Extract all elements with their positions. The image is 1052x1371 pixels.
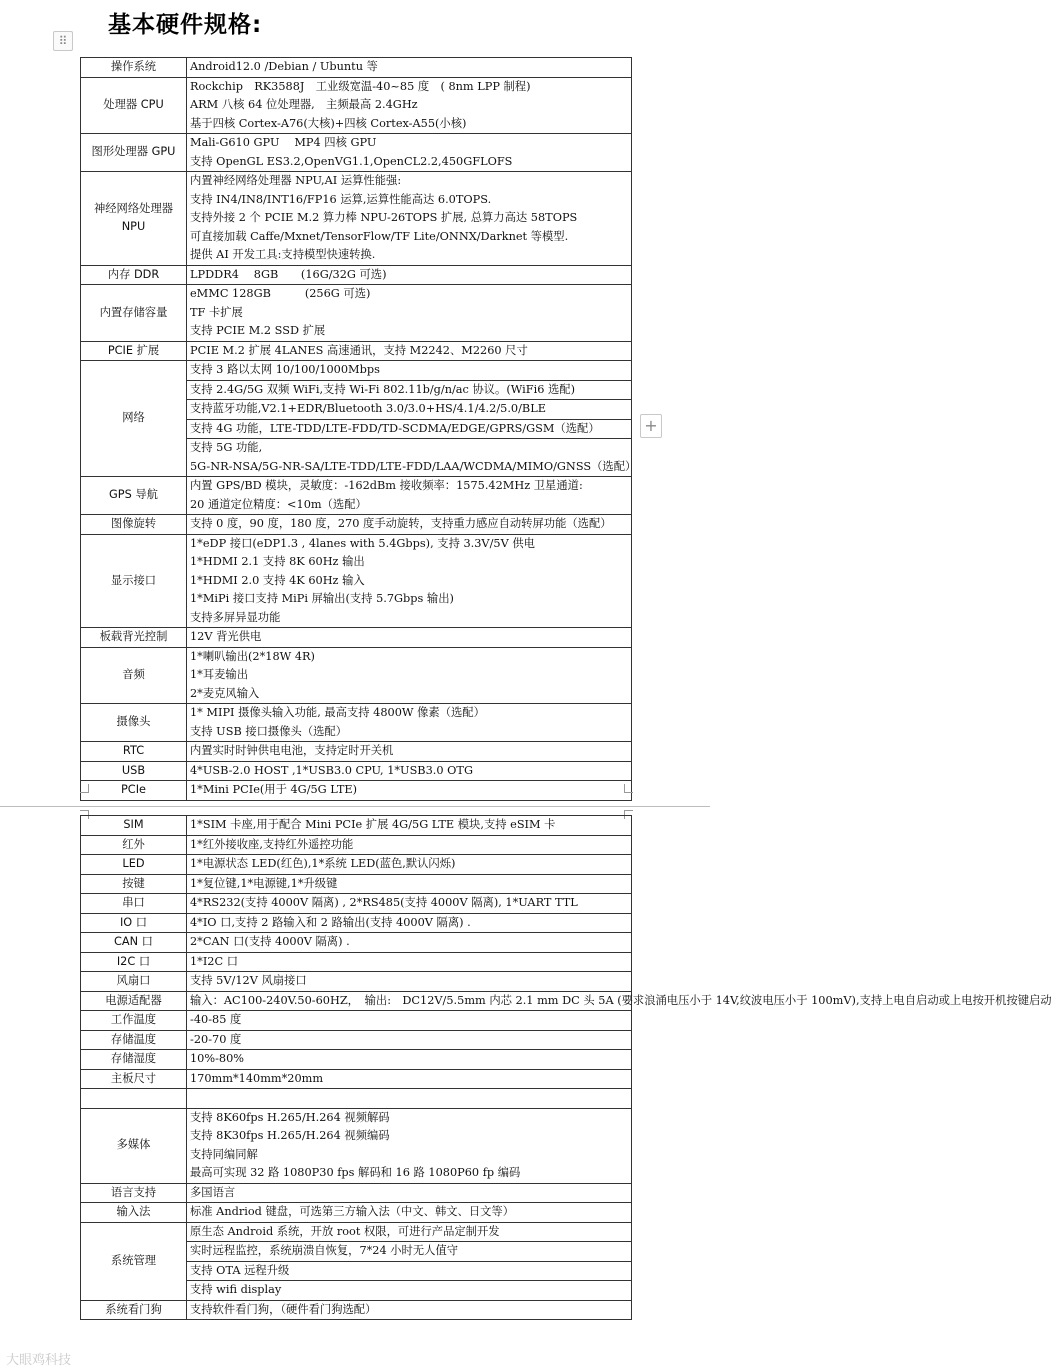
spec-value xyxy=(187,341,632,361)
spec-value xyxy=(187,628,632,648)
spec-value-line: 支持 8K30fps H.265/H.264 视频编码 xyxy=(190,1129,390,1142)
spec-value-line: 12V 背光供电 xyxy=(190,630,262,643)
spec-value xyxy=(187,1300,632,1320)
spec-label: GPS 导航 xyxy=(81,477,187,515)
spec-value-line: 内置实时时钟供电电池，支持定时开关机 xyxy=(190,744,394,757)
table-row xyxy=(81,1300,632,1320)
spec-value-line xyxy=(190,1089,628,1108)
spec-value-line: 支持 0 度，90 度，180 度，270 度手动旋转，支持重力感应自动转屏功能（选配） xyxy=(190,517,612,530)
spec-value xyxy=(187,265,632,285)
spec-value-line: 可直接加载 Caffe/Mxnet/TensorFlow/TF Lite/ONNX/Darknet 等模型. xyxy=(190,229,569,243)
spec-value xyxy=(187,1108,632,1183)
table-row xyxy=(81,742,632,762)
table-row xyxy=(81,285,632,342)
spec-value xyxy=(187,855,632,875)
spec-value-line: 支持 5G 功能, xyxy=(190,441,263,454)
spec-label: PCIE 扩展 xyxy=(81,341,187,361)
spec-value-line: 1*复位键,1*电源键,1*升级键 xyxy=(190,876,338,890)
table-row xyxy=(81,874,632,894)
spec-label: 神经网络处理器 NPU xyxy=(81,172,187,266)
spec-label: USB xyxy=(81,761,187,781)
spec-value-group xyxy=(187,438,637,476)
table-row xyxy=(81,933,632,953)
spec-value-line: 1*Mini PCIe(用于 4G/5G LTE) xyxy=(190,783,358,796)
spec-value-line: 支持 8K60fps H.265/H.264 视频解码 xyxy=(190,1110,390,1124)
spec-value-line: 5G-NR-NSA/5G-NR-SA/LTE-TDD/LTE-FDD/LAA/WCDMA/MIMO/GNSS（选配） xyxy=(190,459,637,473)
spec-value-line: 支持多屏异显功能 xyxy=(190,610,281,624)
spec-value xyxy=(187,647,632,704)
table-row xyxy=(81,1108,632,1183)
spec-value xyxy=(187,874,632,894)
spec-label: 多媒体 xyxy=(81,1108,187,1183)
spec-value-line: PCIE M.2 扩展 4LANES 高速通讯，支持 M2242、M2260 尺寸 xyxy=(190,343,528,357)
spec-label: 图形处理器 GPU xyxy=(81,134,187,172)
spec-value-line: 支持 wifi display xyxy=(190,1283,282,1296)
spec-value-line: 支持外接 2 个 PCIE M.2 算力棒 NPU-26TOPS 扩展, 总算力高达 58TOPS xyxy=(190,211,578,224)
table-row xyxy=(81,816,632,836)
table-row xyxy=(81,1222,632,1300)
table-drag-handle-icon[interactable]: ⠿ xyxy=(53,31,73,51)
table-row xyxy=(81,1183,632,1203)
spec-label: IO 口 xyxy=(81,913,187,933)
table-row xyxy=(81,913,632,933)
spec-value xyxy=(187,285,632,342)
spec-value-line: ARM 八核 64 位处理器, 主频最高 2.4GHz xyxy=(190,98,418,111)
table-row xyxy=(81,477,632,515)
spec-label: 音频 xyxy=(81,647,187,704)
spec-value-line: 1*HDMI 2.0 支持 4K 60Hz 输入 xyxy=(190,573,365,587)
spec-value-line: 4*USB-2.0 HOST ,1*USB3.0 CPU, 1*USB3.0 OTG xyxy=(190,763,473,777)
spec-value-line: eMMC 128GB (256G 可选) xyxy=(190,287,371,300)
spec-value xyxy=(187,1030,632,1050)
spec-label: 内存 DDR xyxy=(81,265,187,285)
spec-label: 主板尺寸 xyxy=(81,1069,187,1089)
spec-value-line: 标准 Andriod 键盘，可选第三方输入法（中文、韩文、日文等） xyxy=(190,1205,515,1218)
spec-value xyxy=(187,134,632,172)
spec-value xyxy=(187,835,632,855)
spec-label: 图像旋转 xyxy=(81,515,187,535)
spec-table-page-2 xyxy=(80,815,1052,1320)
table-row xyxy=(81,134,632,172)
table-row xyxy=(81,1030,632,1050)
add-row-plus-icon[interactable]: + xyxy=(640,414,662,438)
spec-table-page-1 xyxy=(80,57,637,801)
spec-label: 风扇口 xyxy=(81,972,187,992)
spec-value-line: 支持 3 路以太网 10/100/1000Mbps xyxy=(190,363,380,376)
table-row xyxy=(81,781,632,801)
spec-value-line: 1* MIPI 摄像头输入功能, 最高支持 4800W 像素（选配） xyxy=(190,706,485,719)
table-row xyxy=(81,1011,632,1031)
spec-value xyxy=(187,361,637,477)
spec-value-group xyxy=(187,1261,631,1281)
spec-value-line: 2*麦克风输入 xyxy=(190,686,260,700)
spec-value-line: 内置 GPS/BD 模块，灵敏度：-162dBm 接收频率：1575.42MHz 卫星通道: xyxy=(190,479,583,492)
spec-value-line: 10%-80% xyxy=(190,1052,245,1065)
spec-label: 红外 xyxy=(81,835,187,855)
spec-value xyxy=(187,534,632,628)
spec-label: 语言支持 xyxy=(81,1183,187,1203)
table-row xyxy=(81,77,632,134)
table-row xyxy=(81,534,632,628)
spec-label: I2C 口 xyxy=(81,952,187,972)
spec-value-group xyxy=(187,1280,631,1300)
page-title: 基本硬件规格: xyxy=(108,12,263,38)
spec-value-line: 原生态 Android 系统，开放 root 权限，可进行产品定制开发 xyxy=(190,1224,500,1238)
spec-value-line: 4*RS232(支持 4000V 隔离) , 2*RS485(支持 4000V 隔离), 1*UART TTL xyxy=(190,896,578,909)
spec-value xyxy=(187,991,1052,1011)
spec-label: 板载背光控制 xyxy=(81,628,187,648)
table-row xyxy=(81,761,632,781)
spec-label: 系统看门狗 xyxy=(81,1300,187,1320)
spec-value xyxy=(187,1222,632,1300)
spec-label: 系统管理 xyxy=(81,1222,187,1300)
spec-value-line: Rockchip RK3588J 工业级宽温-40~85 度 ( 8nm LPP 制程) xyxy=(190,79,531,93)
spec-value xyxy=(187,933,632,953)
table-row xyxy=(81,58,632,78)
spec-value-line: 1*喇叭输出(2*18W 4R) xyxy=(190,649,315,663)
spec-value-line: 1*红外接收座,支持红外遥控功能 xyxy=(190,837,354,851)
spec-value-line: 输入：AC100-240V.50-60HZ， 输出: DC12V/5.5mm 内芯 2.1 mm DC 头 5A (要求浪涌电压小于 14V,纹波电压小于 100mV),支持上电自启动或上电按开机按键启动 xyxy=(190,993,1052,1007)
spec-value-line: TF 卡扩展 xyxy=(190,305,243,319)
spec-value-line: 1*HDMI 2.1 支持 8K 60Hz 输出 xyxy=(190,555,365,568)
spec-value-line: 支持蓝牙功能,V2.1+EDR/Bluetooth 3.0/3.0+HS/4.1/4.2/5.0/BLE xyxy=(190,402,546,415)
spec-label: 存储温度 xyxy=(81,1030,187,1050)
spec-value xyxy=(187,1183,632,1203)
spec-label: 串口 xyxy=(81,894,187,914)
spec-value-line: 支持 IN4/IN8/INT16/FP16 运算,运算性能高达 6.0TOPS. xyxy=(190,192,492,206)
table-row xyxy=(81,361,632,477)
spec-value-line: 支持 5V/12V 风扇接口 xyxy=(190,974,307,987)
spec-value-line: 支持 OTA 远程升级 xyxy=(190,1263,290,1277)
spec-value-line: 支持软件看门狗，（硬件看门狗选配） xyxy=(190,1302,377,1316)
spec-value xyxy=(187,1011,632,1031)
spec-value xyxy=(187,704,632,742)
table-row xyxy=(81,835,632,855)
table-row xyxy=(81,628,632,648)
spec-value-line: 4*IO 口,支持 2 路输入和 2 路输出(支持 4000V 隔离) . xyxy=(190,915,471,929)
spec-value xyxy=(187,1069,632,1089)
table-row xyxy=(81,1050,632,1070)
spec-value-line: 20 通道定位精度：<10m（选配） xyxy=(190,497,367,511)
spec-value xyxy=(187,477,632,515)
table-row xyxy=(81,855,632,875)
table-row xyxy=(81,972,632,992)
spec-label: 电源适配器 xyxy=(81,991,187,1011)
table-row xyxy=(81,1069,632,1089)
table-row xyxy=(81,894,632,914)
spec-label: 输入法 xyxy=(81,1203,187,1223)
page-corner-mark xyxy=(624,784,633,793)
table-row xyxy=(81,265,632,285)
spec-value-line: 1*I2C 口 xyxy=(190,954,239,968)
table-row xyxy=(81,172,632,266)
spec-value xyxy=(187,172,632,266)
spec-label: CAN 口 xyxy=(81,933,187,953)
spec-value xyxy=(187,1050,632,1070)
spec-value-line: 2*CAN 口(支持 4000V 隔离) . xyxy=(190,935,350,948)
spec-value xyxy=(187,1203,632,1223)
spec-label: 操作系统 xyxy=(81,58,187,78)
spec-value xyxy=(187,742,632,762)
spec-value-line: 多国语言 xyxy=(190,1185,236,1199)
spec-value xyxy=(187,816,632,836)
table-row xyxy=(81,341,632,361)
spec-value-line: 1*SIM 卡座,用于配合 Mini PCIe 扩展 4G/5G LTE 模块,支持 eSIM 卡 xyxy=(190,818,556,831)
spec-value-line: 支持同编同解 xyxy=(190,1147,258,1161)
spec-value-line: LPDDR4 8GB (16G/32G 可选) xyxy=(190,267,387,281)
spec-value-group xyxy=(187,419,631,439)
spec-value-line: 1*耳麦输出 xyxy=(190,668,249,681)
spec-value-line: 支持 OpenGL ES3.2,OpenVG1.1,OpenCL2.2,450GFLOFS xyxy=(190,154,513,168)
spec-value-line: 170mm*140mm*20mm xyxy=(190,1071,324,1085)
spec-label: PCIe xyxy=(81,781,187,801)
spec-value-group xyxy=(187,1223,631,1242)
spec-value xyxy=(187,1089,632,1109)
spec-value-line: 1*eDP 接口(eDP1.3 , 4lanes with 5.4Gbps), 支持 3.3V/5V 供电 xyxy=(190,536,535,550)
table-row xyxy=(81,704,632,742)
table-row xyxy=(81,647,632,704)
page-corner-mark xyxy=(80,784,89,793)
spec-value-line: 提供 AI 开发工具:支持模型快速转换. xyxy=(190,248,376,261)
spec-value-group xyxy=(187,1241,631,1261)
spec-value xyxy=(187,58,632,78)
spec-label: 显示接口 xyxy=(81,534,187,628)
spec-value-line: 支持 4G 功能，LTE-TDD/LTE-FDD/TD-SCDMA/EDGE/GPRS/GSM（选配） xyxy=(190,421,600,435)
spec-value xyxy=(187,972,632,992)
spec-value-line: -40-85 度 xyxy=(190,1013,242,1026)
spec-value xyxy=(187,952,632,972)
spec-value-line: 实时远程监控，系统崩溃自恢复，7*24 小时无人值守 xyxy=(190,1244,459,1257)
spec-label: RTC xyxy=(81,742,187,762)
table-row xyxy=(81,991,632,1011)
spec-label: SIM xyxy=(81,816,187,836)
table-row xyxy=(81,1089,632,1109)
spec-value-line: 1*MiPi 接口支持 MiPi 屏输出(支持 5.7Gbps 输出) xyxy=(190,592,454,605)
spec-label: 存储湿度 xyxy=(81,1050,187,1070)
spec-label: LED xyxy=(81,855,187,875)
spec-value-line: -20-70 度 xyxy=(190,1032,242,1046)
spec-label: 按键 xyxy=(81,874,187,894)
spec-label: 网络 xyxy=(81,361,187,477)
table-row xyxy=(81,952,632,972)
spec-value xyxy=(187,77,632,134)
spec-label: 工作温度 xyxy=(81,1011,187,1031)
spec-value-group xyxy=(187,361,631,380)
spec-value xyxy=(187,913,632,933)
spec-value-line: Android12.0 /Debian / Ubuntu 等 xyxy=(190,60,378,73)
spec-value-line: 支持 PCIE M.2 SSD 扩展 xyxy=(190,324,326,337)
spec-value-line: Mali-G610 GPU MP4 四核 GPU xyxy=(190,136,377,149)
spec-label: 处理器 CPU xyxy=(81,77,187,134)
table-row xyxy=(81,1203,632,1223)
spec-value-line: 内置神经网络处理器 NPU,AI 运算性能强: xyxy=(190,174,402,187)
spec-value xyxy=(187,781,632,801)
table-row xyxy=(81,515,632,535)
spec-label: 内置存储容量 xyxy=(81,285,187,342)
spec-label: 摄像头 xyxy=(81,704,187,742)
spec-value xyxy=(187,761,632,781)
spec-value xyxy=(187,515,632,535)
spec-value-group xyxy=(187,399,631,419)
spec-value xyxy=(187,894,632,914)
spec-value-group xyxy=(187,380,631,400)
spec-value-line: 最高可实现 32 路 1080P30 fps 解码和 16 路 1080P60 fp 编码 xyxy=(190,1166,521,1179)
spec-value-line: 基于四核 Cortex-A76(大核)+四核 Cortex-A55(小核) xyxy=(190,116,467,130)
spec-value-line: 1*电源状态 LED(红色),1*系统 LED(蓝色,默认闪烁) xyxy=(190,857,456,870)
spec-value-line: 支持 USB 接口摄像头（选配） xyxy=(190,724,348,738)
page-break-divider xyxy=(0,806,710,807)
spec-value-line: 支持 2.4G/5G 双频 WiFi,支持 Wi-Fi 802.11b/g/n/ac 协议。(WiFi6 选配) xyxy=(190,382,575,396)
watermark: 大眼鸡科技 xyxy=(6,1353,72,1368)
spec-label xyxy=(81,1089,187,1109)
